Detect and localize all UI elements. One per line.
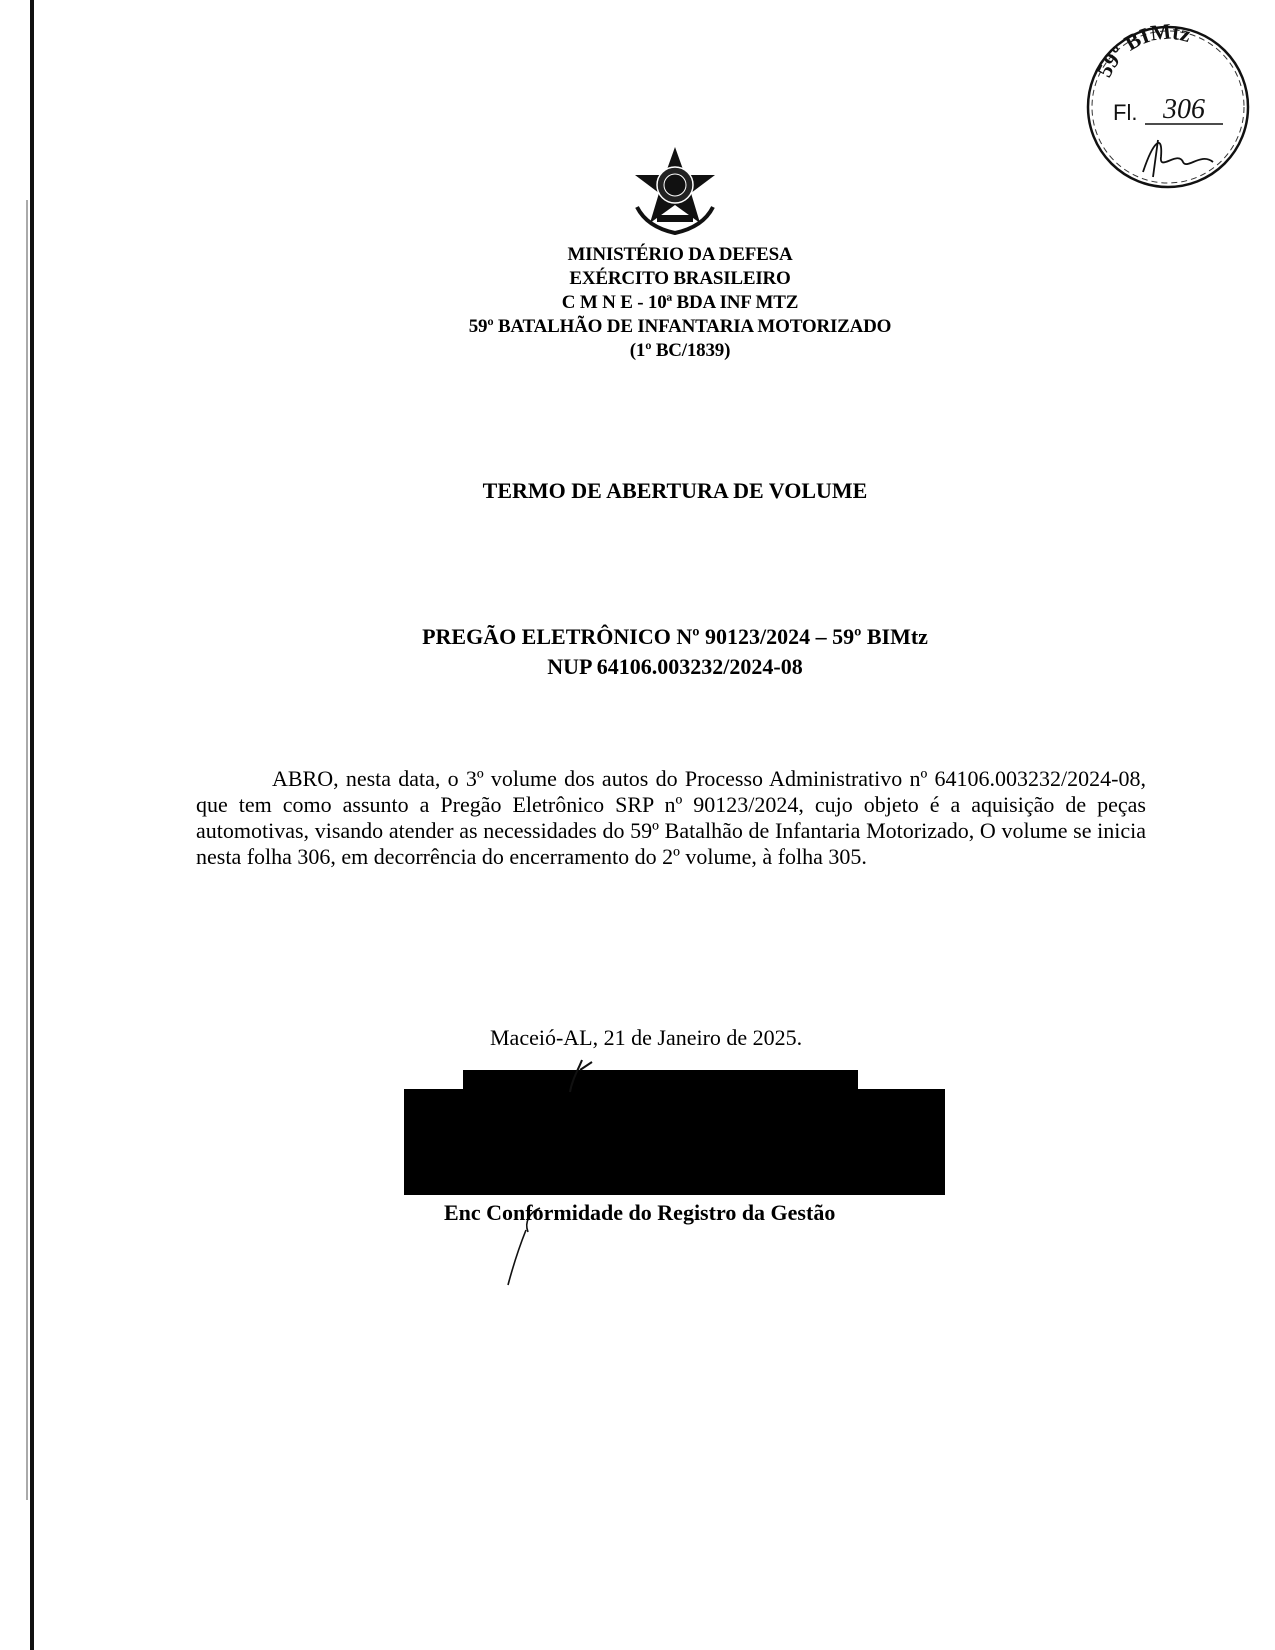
pregao-number: PREGÃO ELETRÔNICO Nº 90123/2024 – 59º BIMtz [422,624,928,649]
header-line-army: EXÉRCITO BRASILEIRO [569,268,791,289]
header-line-command: C M N E - 10ª BDA INF MTZ [561,292,799,313]
document-title: TERMO DE ABERTURA DE VOLUME [482,478,868,503]
body-paragraph: ABRO, nesta data, o 3º volume dos autos do Processo Administrativo nº 64106.003232/2024-08, que tem como assunto a Pregão Eletrônico SRP nº 90123/2024, cujo objeto é a aquisição de peças automotivas, visando atender as necessidades do 59º Batalhão de Infantaria Motorizado, O volume se inicia nesta folha 306, em decorrência do encerramento do 2º volume, à folha 305. [196,766,1146,869]
stamp-sheet-number: 306 [1163,94,1205,125]
brasao-republica-icon [627,145,723,237]
handwritten-signature [460,1040,640,1290]
header-line-ministry: MINISTÉRIO DA DEFESA [567,244,793,265]
stamp-unit-text: 59º BIMtz [1091,22,1194,81]
scan-edge-shadow [26,200,28,1500]
header-line-origin: (1º BC/1839) [629,340,731,361]
signer-role: Enc Conformidade do Registro da Gestão [444,1200,836,1225]
stamp-sheet-label: Fl. [1113,100,1138,125]
place-date: Maceió-AL, 21 de Janeiro de 2025. [490,1025,803,1050]
header-line-battalion: 59º BATALHÃO DE INFANTARIA MOTORIZADO [468,316,892,337]
nup-number: NUP 64106.003232/2024-08 [547,654,803,679]
letterhead [0,243,1275,363]
process-reference [0,622,1275,682]
protocol-stamp [1083,22,1253,192]
